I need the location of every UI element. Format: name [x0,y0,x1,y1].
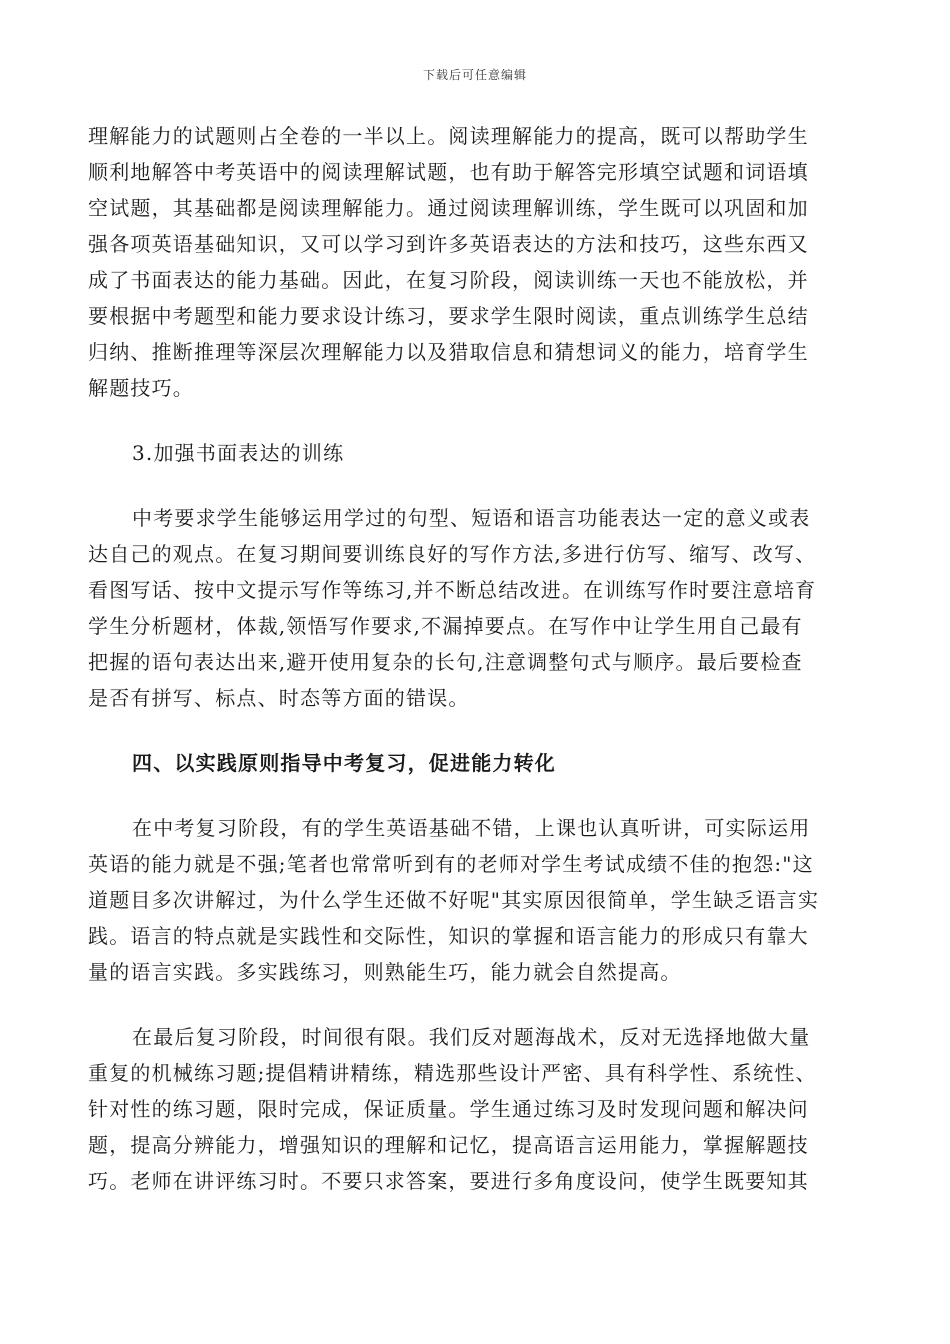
paragraph-writing-requirements [88,500,858,716]
text-line: 空试题，其基础都是阅读理解能力。通过阅读理解训练，学生既可以巩固和加 [88,196,809,220]
paragraph-language-practice [88,810,858,990]
text-line: 达自己的观点。在复习期间要训练良好的写作方法,多进行仿写、缩写、改写、 [88,542,817,566]
text-line: 学生分析题材，体裁,领悟写作要求,不漏掉要点。在写作中让学生用自己最有 [88,614,803,638]
text-line: 把握的语句表达出来,避开使用复杂的长句,注意调整句式与顺序。最后要检查 [88,650,803,674]
text-line: 重复的机械练习题;提倡精讲精练，精选那些设计严密、具有科学性、系统性、 [88,1061,817,1085]
text-line: 践。语言的特点就是实践性和交际性，知识的掌握和语言能力的形成只有靠大 [88,924,809,948]
text-line: 顺利地解答中考英语中的阅读理解试题，也有助于解答完形填空试题和词语填 [88,160,809,184]
text-line: 解题技巧。 [88,376,194,400]
sub-heading-writing-training: 3.加强书面表达的训练 [132,441,345,465]
text-line: 道题目多次讲解过，为什么学生还做不好呢"其实原因很简单，学生缺乏语言实 [88,888,820,912]
text-line: 在最后复习阶段，时间很有限。我们反对题海战术，反对无选择地做大量 [132,1025,811,1049]
text-line: 英语的能力就是不强;笔者也常常听到有的老师对学生考试成绩不佳的抱怨:"这 [88,852,814,876]
text-line: 归纳、推断推理等深层次理解能力以及猎取信息和猜想词义的能力，培育学生 [88,340,809,364]
document-body [88,118,858,1228]
text-line: 看图写话、按中文提示写作等练习,并不断总结改进。在训练写作时要注意培育 [88,578,817,602]
section-heading-practice-principle: 四、以实践原则指导中考复习，促进能力转化 [132,751,556,775]
text-line: 是否有拼写、标点、时态等方面的错误。 [88,686,470,710]
text-line: 在中考复习阶段，有的学生英语基础不错，上课也认真听讲，可实际运用 [132,816,811,840]
text-line: 成了书面表达的能力基础。因此，在复习阶段，阅读训练一天也不能放松，并 [88,268,809,292]
paragraph-reading-comprehension [88,118,858,406]
text-line: 巧。老师在讲评练习时。不要只求答案，要进行多角度设问，使学生既要知其 [88,1169,809,1193]
text-line: 理解能力的试题则占全卷的一半以上。阅读理解能力的提高，既可以帮助学生 [88,124,809,148]
text-line: 中考要求学生能够运用学过的句型、短语和语言功能表达一定的意义或表 [132,506,811,530]
text-line: 题，提高分辨能力，增强知识的理解和记忆，提高语言运用能力，掌握解题技 [88,1133,809,1157]
text-line: 要根据中考题型和能力要求设计练习，要求学生限时阅读，重点训练学生总结 [88,304,809,328]
text-line: 强各项英语基础知识，又可以学习到许多英语表达的方法和技巧，这些东西又 [88,232,809,256]
text-line: 针对性的练习题，限时完成，保证质量。学生通过练习及时发现问题和解决问 [88,1097,809,1121]
text-line: 量的语言实践。多实践练习，则熟能生巧，能力就会自然提高。 [88,960,682,984]
page-header: 下载后可任意编辑 [422,68,527,82]
paragraph-final-review [88,1019,858,1199]
